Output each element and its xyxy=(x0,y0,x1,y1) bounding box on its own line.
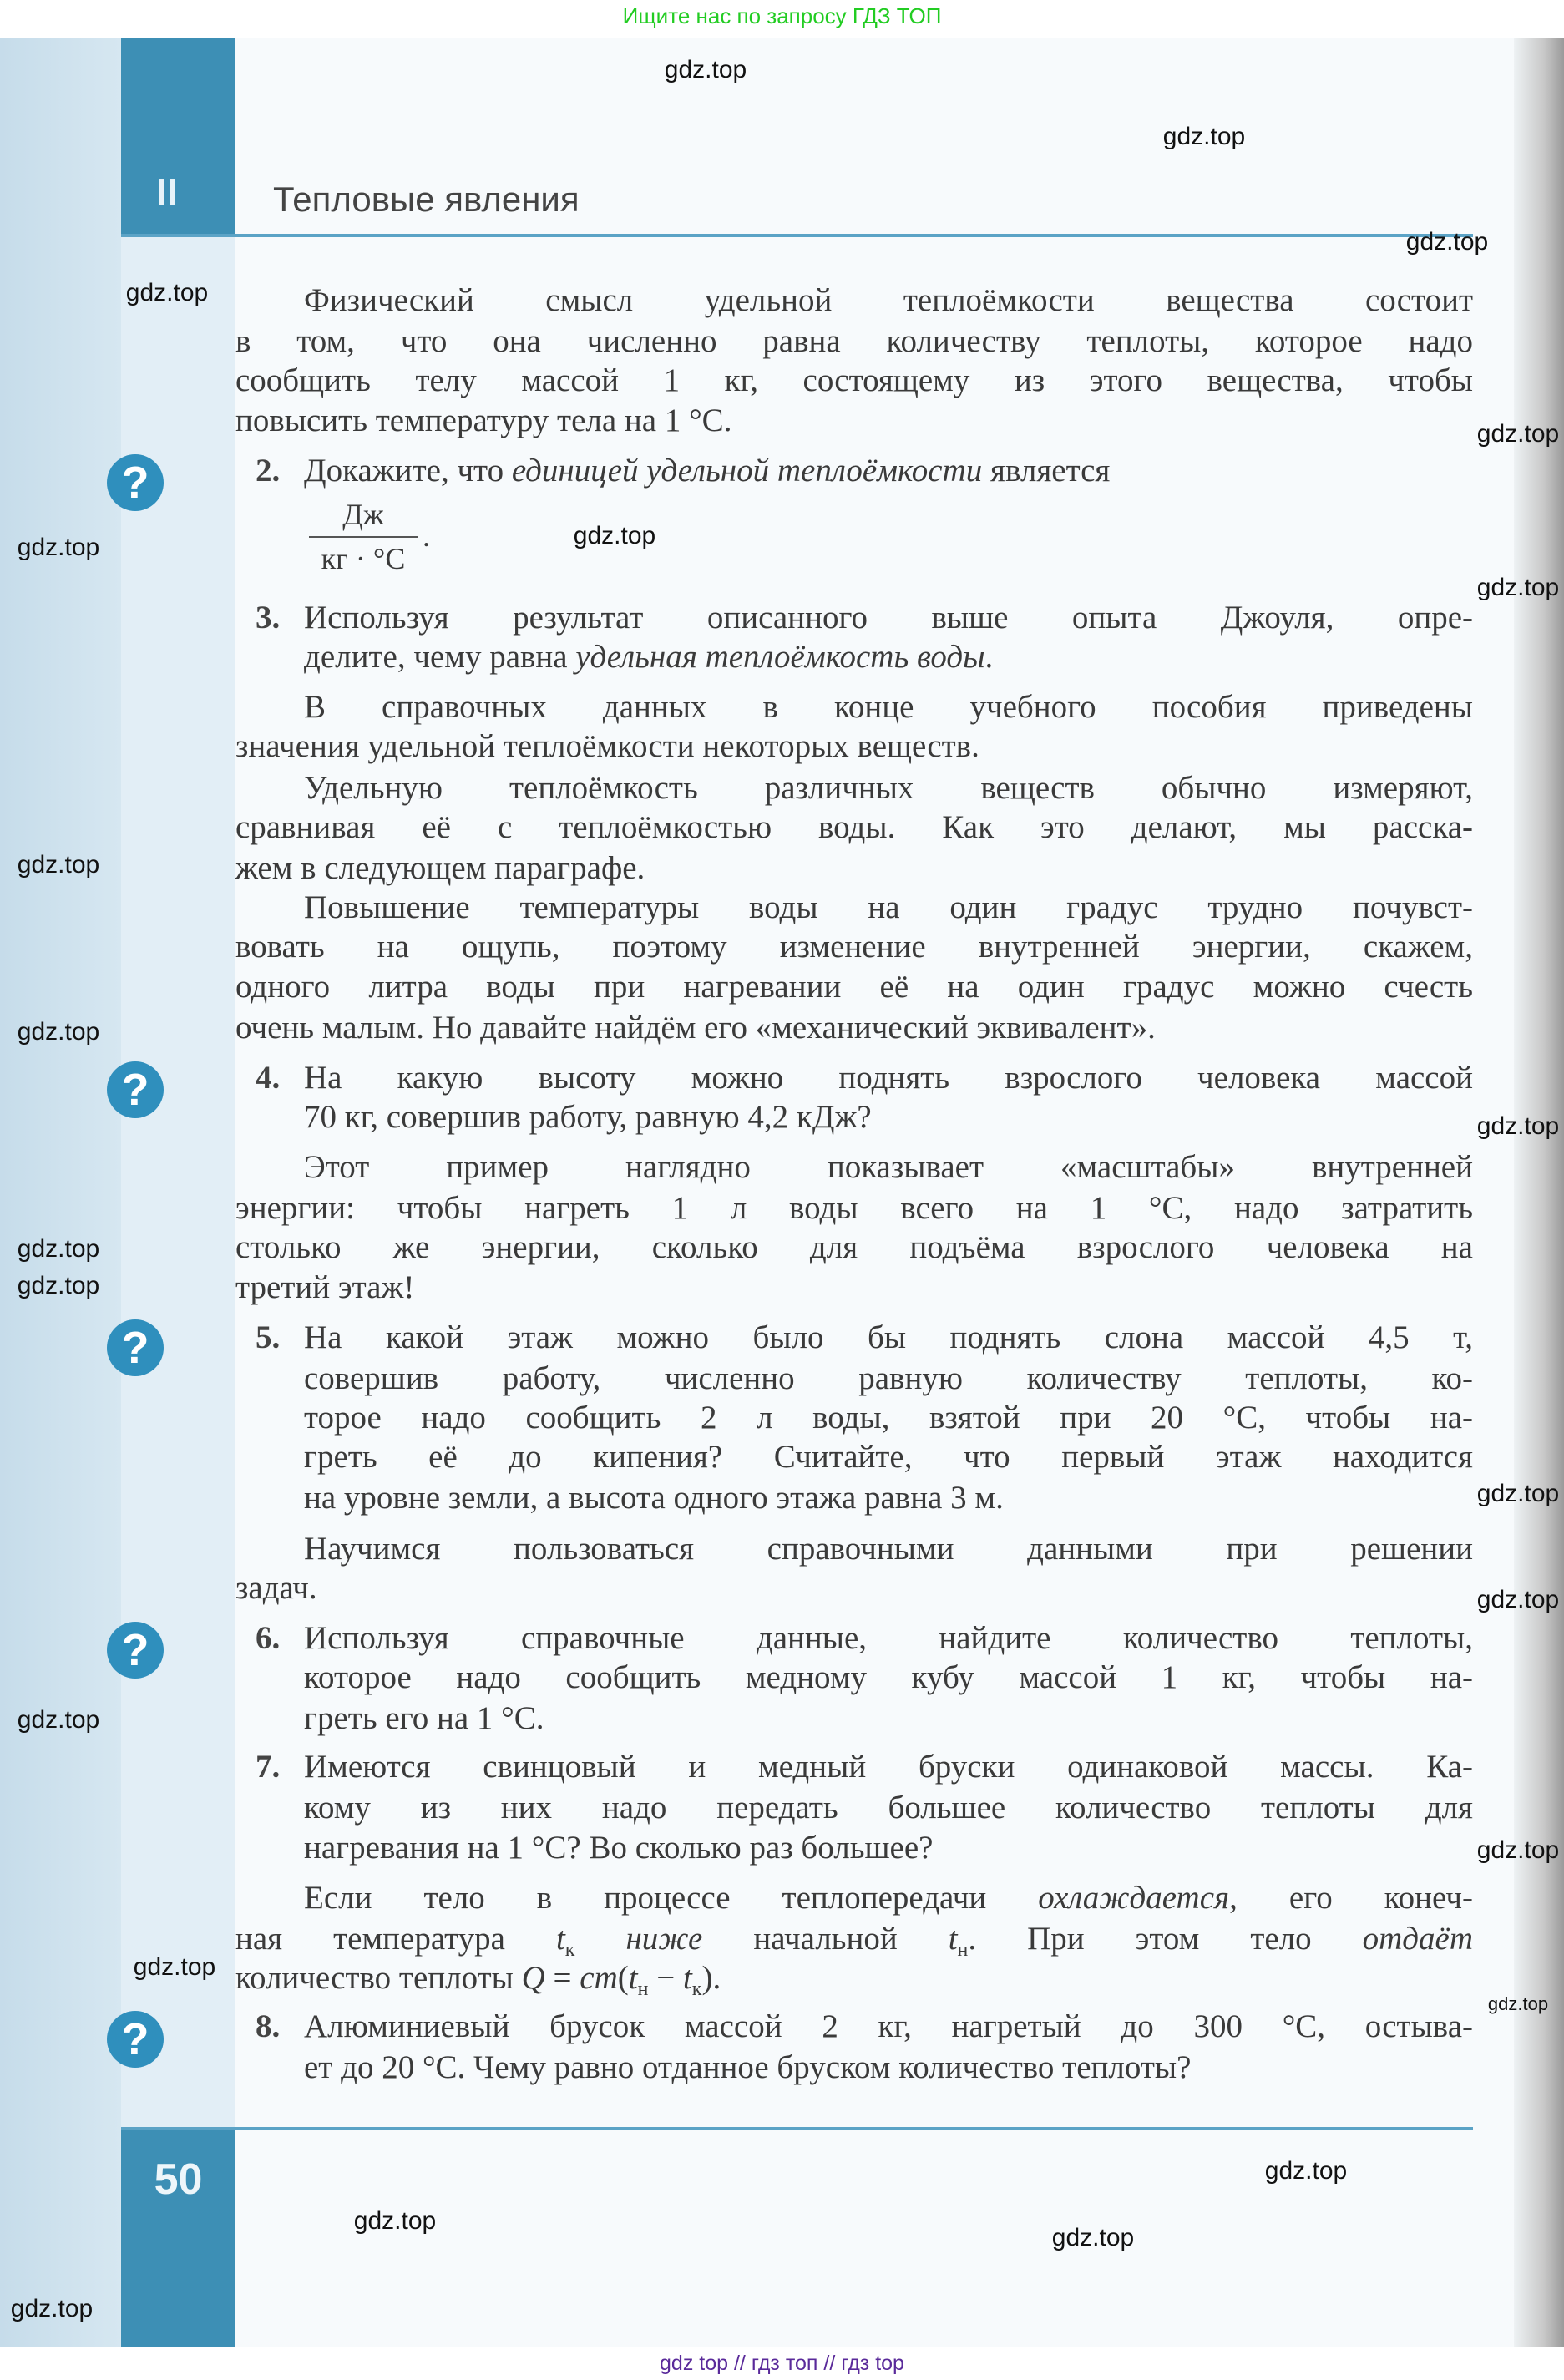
text: столько же энергии, сколько для подъёма взрослого человека на xyxy=(235,1229,1473,1265)
text: жем в следующем параграфе. xyxy=(235,850,645,886)
paragraph-line xyxy=(235,1958,1473,1998)
question-number: 6. xyxy=(256,1620,281,1656)
paragraph-line xyxy=(235,361,1473,401)
chapter-title: Тепловые явления xyxy=(273,180,580,219)
paragraph-line xyxy=(235,927,1473,967)
question-number: 5. xyxy=(256,1319,281,1355)
paragraph-line xyxy=(235,1268,1473,1308)
text: которое надо сообщить медному кубу массой 1 кг, чтобы на- xyxy=(304,1659,1473,1695)
text: . xyxy=(984,639,994,675)
text: нагревания на 1 °C? Во сколько раз большее? xyxy=(304,1830,934,1866)
text: количество теплоты xyxy=(235,1960,522,1996)
question-line xyxy=(304,1398,1473,1438)
watermark: gdz.top xyxy=(133,1953,216,1981)
question-line xyxy=(304,1478,1473,1518)
question-mark-icon: ? xyxy=(107,2011,164,2068)
text: ет до 20 °C. Чему равно отданное бруском количество теплоты? xyxy=(304,2049,1192,2085)
text: сравнивая её с теплоёмкостью воды. Как это делают, мы расска- xyxy=(235,809,1473,845)
text: ). xyxy=(701,1960,721,1996)
italic-text: t xyxy=(628,1960,638,1996)
question-mark-icon: ? xyxy=(107,1319,164,1376)
watermark: gdz.top xyxy=(17,851,100,879)
watermark: gdz.top xyxy=(17,534,100,561)
subscript: н xyxy=(957,1939,969,1961)
italic-text: ниже xyxy=(625,1921,703,1957)
unit-fraction xyxy=(309,496,418,580)
question-line xyxy=(304,2007,1473,2047)
paragraph-line xyxy=(304,1529,1473,1569)
text: торое надо сообщить 2 л воды, взятой при 20 °C, чтобы на- xyxy=(304,1400,1473,1436)
text xyxy=(574,1921,625,1957)
text: ( xyxy=(617,1960,629,1996)
footer-divider xyxy=(121,2127,1473,2130)
italic-text: Q xyxy=(521,1960,545,1996)
question-number: 2. xyxy=(256,453,281,489)
top-banner[interactable]: Ищите нас по запросу ГДЗ ТОП xyxy=(622,3,942,28)
question-line xyxy=(304,451,1473,491)
question-line xyxy=(304,1828,1473,1868)
watermark: gdz.top xyxy=(17,1235,100,1263)
paragraph-line xyxy=(235,1568,1473,1608)
question-line xyxy=(304,2048,1473,2088)
fraction-period: . xyxy=(423,519,430,553)
paragraph-line xyxy=(235,727,1473,767)
paragraph-line xyxy=(235,322,1473,362)
text: греть его на 1 °C. xyxy=(304,1700,544,1736)
question-line xyxy=(304,1747,1473,1787)
text: очень малым. Но давайте найдём его «механический эквивалент». xyxy=(235,1010,1156,1046)
text: На какой этаж можно было бы поднять слона массой 4,5 т, xyxy=(304,1319,1473,1355)
question-number: 3. xyxy=(256,600,281,636)
text: = xyxy=(544,1960,580,1996)
watermark: gdz.top xyxy=(1051,2224,1135,2251)
question-line xyxy=(304,1788,1473,1828)
question-line xyxy=(304,1359,1473,1399)
text: На какую высоту можно поднять взрослого человека массой xyxy=(304,1060,1473,1096)
watermark: gdz.top xyxy=(1264,2157,1348,2185)
paragraph-line xyxy=(304,281,1473,321)
italic-text: удельная теплоёмкость воды xyxy=(575,639,985,675)
chapter-number: II xyxy=(156,170,178,214)
paragraph-line xyxy=(235,1919,1473,1959)
text: повысить температуру тела на 1 °C. xyxy=(235,403,732,438)
italic-text: охлаждается xyxy=(1038,1880,1230,1916)
text: , его конеч- xyxy=(1229,1880,1473,1916)
paragraph-line xyxy=(304,687,1473,727)
text: Повышение температуры воды на один градус трудно почувст- xyxy=(304,889,1473,925)
watermark: gdz.top xyxy=(1476,1480,1560,1507)
watermark: gdz.top xyxy=(1476,574,1560,601)
watermark: gdz.top xyxy=(125,279,209,306)
text: сообщить телу массой 1 кг, состоящему из этого вещества, чтобы xyxy=(235,362,1473,398)
text: ная температура xyxy=(235,1921,556,1957)
question-line xyxy=(304,1658,1473,1698)
watermark: gdz.top xyxy=(1476,1586,1560,1613)
question-number: 8. xyxy=(256,2008,281,2044)
paragraph-line xyxy=(235,848,1473,889)
fraction-numerator: Дж xyxy=(309,496,418,538)
watermark: gdz.top xyxy=(17,1018,100,1046)
text: делите, чему равна xyxy=(304,639,576,675)
paragraph-line xyxy=(235,1188,1473,1228)
paragraph-line xyxy=(304,768,1473,808)
text: греть её до кипения? Считайте, что первый этаж находится xyxy=(304,1439,1473,1475)
watermark: gdz.top xyxy=(1487,1993,1549,2014)
question-line xyxy=(304,1618,1473,1658)
watermark: gdz.top xyxy=(1405,228,1489,256)
text: . При этом тело xyxy=(968,1921,1363,1957)
paragraph-line xyxy=(304,1878,1473,1918)
italic-text: отдаёт xyxy=(1362,1921,1473,1957)
paragraph-line xyxy=(235,401,1473,441)
text: Алюминиевый брусок массой 2 кг, нагретый до 300 °C, остыва- xyxy=(304,2008,1473,2044)
paragraph-line xyxy=(235,1008,1473,1048)
watermark: gdz.top xyxy=(353,2207,437,2235)
text: одного литра воды при нагревании её на один градус можно счесть xyxy=(235,969,1473,1005)
question-line xyxy=(304,1437,1473,1477)
watermark: gdz.top xyxy=(17,1272,100,1299)
text: 70 кг, совершив работу, равную 4,2 кДж? xyxy=(304,1099,872,1135)
header-divider xyxy=(121,234,1473,237)
watermark: gdz.top xyxy=(1476,1112,1560,1140)
question-mark-icon: ? xyxy=(107,1622,164,1679)
watermark: gdz.top xyxy=(10,2295,94,2322)
paragraph-line xyxy=(235,967,1473,1007)
text: Имеются свинцовый и медный бруски одинаковой массы. Ка- xyxy=(304,1749,1473,1785)
text: В справочных данных в конце учебного пособия приведены xyxy=(304,689,1473,725)
question-line xyxy=(304,1097,1473,1137)
text: Физический смысл удельной теплоёмкости вещества состоит xyxy=(304,282,1473,318)
text: совершив работу, численно равную количеству теплоты, ко- xyxy=(304,1360,1473,1396)
watermark: gdz.top xyxy=(1476,420,1560,448)
italic-text: t xyxy=(682,1960,692,1996)
margin-column xyxy=(121,235,235,2129)
subscript: к xyxy=(564,1939,575,1961)
subscript: н xyxy=(637,1978,649,2000)
question-line xyxy=(304,1699,1473,1739)
italic-text: t xyxy=(555,1921,565,1957)
watermark: gdz.top xyxy=(573,522,656,549)
paragraph-line xyxy=(235,1228,1473,1268)
italic-text: единицей удельной теплоёмкости xyxy=(511,453,983,489)
watermark: gdz.top xyxy=(17,1706,100,1734)
page-number: 50 xyxy=(154,2155,203,2204)
italic-text: cm xyxy=(580,1960,618,1996)
question-line xyxy=(304,1058,1473,1098)
bottom-banner[interactable]: gdz top // гдз топ // гдз top xyxy=(660,2352,904,2375)
paragraph-line xyxy=(235,808,1473,848)
text: является xyxy=(982,453,1111,489)
paragraph-line xyxy=(304,1147,1473,1187)
text: значения удельной теплоёмкости некоторых веществ. xyxy=(235,728,979,764)
italic-text: t xyxy=(948,1921,958,1957)
question-line xyxy=(304,637,1473,677)
watermark: gdz.top xyxy=(664,56,747,84)
paragraph-line xyxy=(304,888,1473,928)
text: третий этаж! xyxy=(235,1269,415,1305)
text: − xyxy=(648,1960,683,1996)
text: кому из них надо передать большее количество теплоты для xyxy=(304,1790,1473,1826)
question-mark-icon: ? xyxy=(107,1061,164,1118)
subscript: к xyxy=(691,1978,702,2000)
question-mark-icon: ? xyxy=(107,454,164,511)
text: Научимся пользоваться справочными данными при решении xyxy=(304,1531,1473,1567)
text: Используя результат описанного выше опыта Джоуля, опре- xyxy=(304,600,1473,636)
text: Этот пример наглядно показывает «масштабы» внутренней xyxy=(304,1149,1473,1185)
text: Используя справочные данные, найдите количество теплоты, xyxy=(304,1620,1473,1656)
text: Удельную теплоёмкость различных веществ обычно измеряют, xyxy=(304,770,1473,806)
question-line xyxy=(304,1318,1473,1358)
text: в том, что она численно равна количеству теплоты, которое надо xyxy=(235,323,1473,359)
left-margin xyxy=(0,38,121,2347)
text: задач. xyxy=(235,1570,317,1606)
text: энергии: чтобы нагреть 1 л воды всего на 1 °C, надо затратить xyxy=(235,1190,1473,1226)
text: начальной xyxy=(702,1921,949,1957)
text: Докажите, что xyxy=(304,453,512,489)
watermark: gdz.top xyxy=(1162,123,1246,150)
fraction-denominator: кг · °C xyxy=(321,542,406,575)
question-line xyxy=(304,598,1473,638)
watermark: gdz.top xyxy=(1476,1836,1560,1864)
question-number: 4. xyxy=(256,1060,281,1096)
text: вовать на ощупь, поэтому изменение внутренней энергии, скажем, xyxy=(235,929,1473,965)
text: Если тело в процессе теплопередачи xyxy=(304,1880,1039,1916)
text: на уровне земли, а высота одного этажа равна 3 м. xyxy=(304,1480,1004,1516)
question-number: 7. xyxy=(256,1749,281,1785)
